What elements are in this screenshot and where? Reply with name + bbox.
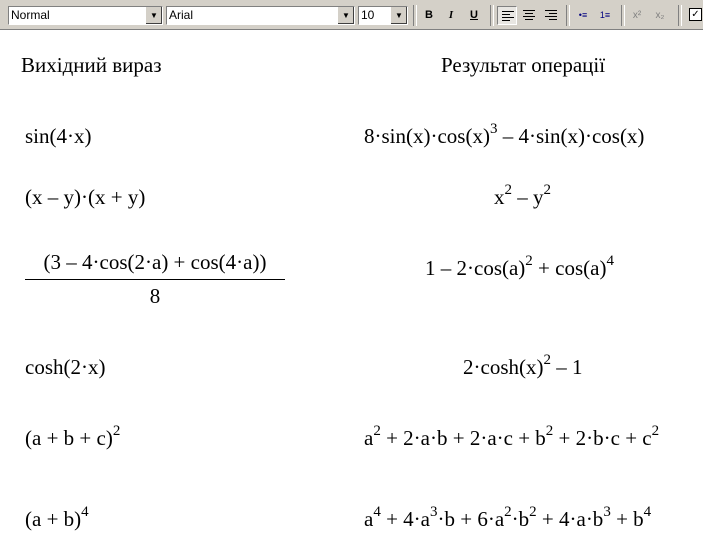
- align-right-icon: [545, 10, 557, 20]
- input-expression: sin(4·x): [25, 124, 92, 148]
- result-expression: $2\cdot\cosh(x)^2 - 1$: [463, 352, 583, 379]
- result-expression: $8\cdot\sin(x)\cdot\cos(x)^3 - 4\cdot\sin(x)\cdot\cos(x)$: [364, 121, 645, 148]
- subscript-icon: x₂: [655, 10, 665, 21]
- bullet-list-button[interactable]: [573, 6, 593, 25]
- numbered-list-button[interactable]: [595, 6, 615, 25]
- align-left-button[interactable]: [497, 6, 517, 25]
- align-center-icon: [523, 10, 535, 20]
- input-expression: (x – y)·(x + y): [25, 185, 146, 209]
- align-left-icon: [502, 11, 514, 21]
- align-right-button[interactable]: [541, 6, 561, 25]
- chevron-down-icon[interactable]: ▼: [390, 7, 407, 24]
- toolbar-separator: [621, 5, 625, 26]
- font-size-select[interactable]: [358, 6, 408, 25]
- numbered-list-icon: 1≡: [599, 10, 611, 20]
- subscript-button[interactable]: [650, 6, 670, 25]
- input-column-header: Вихідний вираз: [21, 53, 162, 77]
- font-select[interactable]: [166, 6, 355, 25]
- style-select-value: Normal: [11, 8, 50, 22]
- bold-button[interactable]: B: [425, 9, 433, 21]
- bullet-list-icon: •≡: [578, 10, 588, 20]
- toolbar-separator: [413, 5, 417, 26]
- chevron-down-icon[interactable]: ▼: [145, 7, 162, 24]
- fraction-denominator: 8: [149, 284, 161, 308]
- input-expression: $(a + b + c)^2$: [25, 423, 121, 450]
- italic-button[interactable]: I: [448, 9, 454, 21]
- font-size-value: 10: [361, 8, 375, 22]
- superscript-icon: x²: [632, 10, 642, 21]
- result-expression: $a^4 + 4\cdot a^3\cdot b + 6\cdot a^2\cdot b^2 + 4\cdot a\cdot b^3 + b^4$: [364, 504, 652, 531]
- input-expression: $(a + b)^4$: [25, 504, 89, 531]
- input-fraction: [25, 250, 285, 309]
- result-expression: $a^2 + 2\cdot a\cdot b + 2\cdot a\cdot c + b^2 + 2\cdot b\cdot c + c^2$: [364, 423, 660, 450]
- toolbar-separator: [566, 5, 570, 26]
- result-expression: $1 - 2\cdot\cos(a)^2 + \cos(a)^4$: [425, 253, 614, 280]
- check-icon: ✓: [691, 9, 700, 20]
- fraction-numerator: (3 – 4·cos(2·a) + cos(4·a)): [25, 250, 285, 280]
- result-expression: $x^2 - y^2$: [494, 182, 551, 209]
- toolbar-separator: [490, 5, 494, 26]
- toolbar-checkbox[interactable]: [689, 8, 702, 21]
- toolbar-separator: [678, 5, 682, 26]
- result-column-header: Результат операції: [441, 53, 606, 77]
- style-select[interactable]: [8, 6, 163, 25]
- input-expression: cosh(2·x): [25, 355, 106, 379]
- font-select-value: Arial: [169, 8, 194, 22]
- superscript-button[interactable]: [627, 6, 647, 25]
- align-center-button[interactable]: [519, 6, 539, 25]
- formatting-toolbar: [0, 0, 703, 30]
- underline-button[interactable]: U: [470, 9, 478, 21]
- chevron-down-icon[interactable]: ▼: [337, 7, 354, 24]
